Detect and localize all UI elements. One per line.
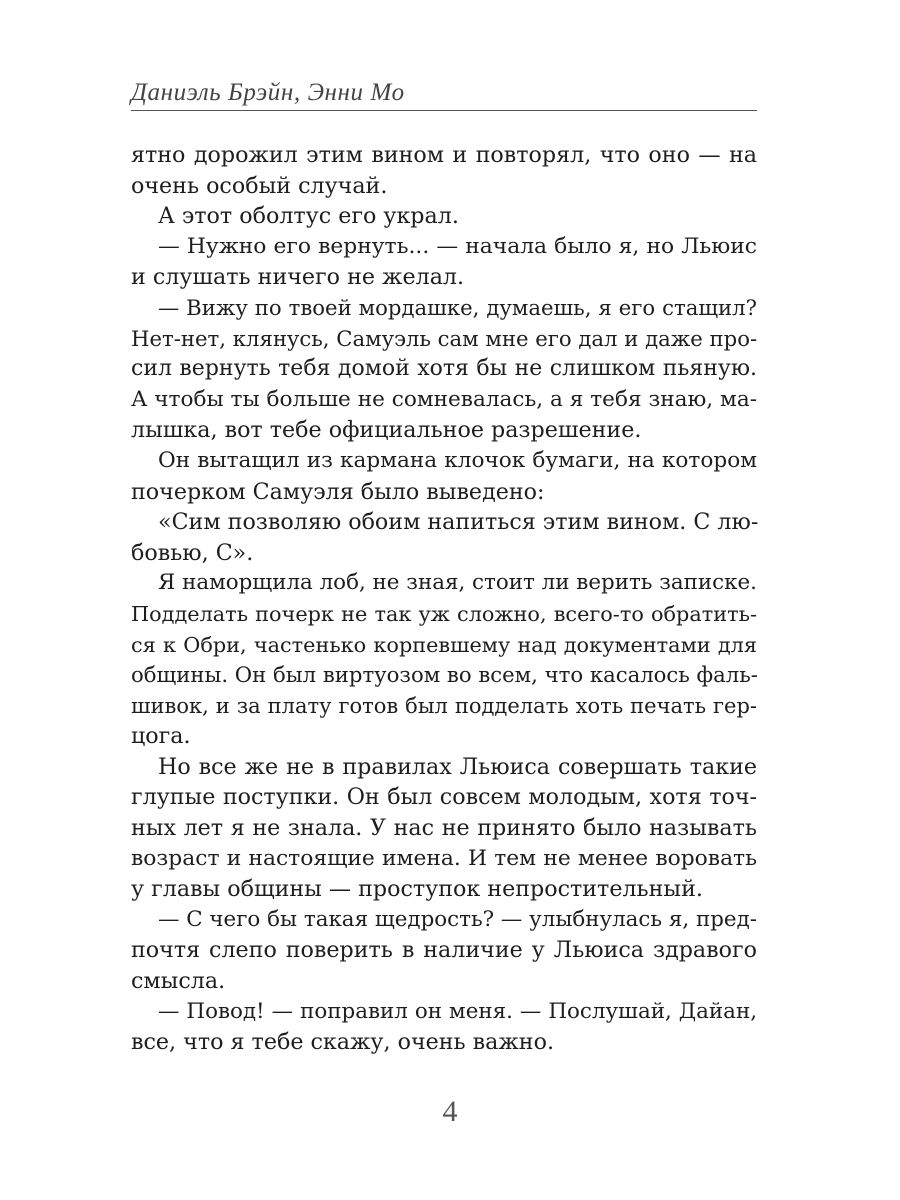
running-head-authors: Даниэль Брэйн, Энни Мо — [131, 79, 405, 106]
text-line: Но все же не в правилах Льюиса совершать такие — [158, 753, 757, 780]
body-text — [131, 140, 757, 1058]
text-line: почерком Самуэля было выведено: — [131, 478, 545, 505]
text-line: Подделать почерк не так уж сложно, всего-то обратить- — [131, 601, 757, 626]
text-line: «Сим позволяю обоим напиться этим вином. С лю- — [158, 509, 759, 536]
text-line: очень особый случай. — [131, 172, 388, 199]
text-line: — Нужно его вернуть... — начала было я, но Льюис — [158, 233, 757, 259]
text-line: бовью, С». — [131, 539, 254, 566]
text-line: — Вижу по твоей мордашке, думаешь, я его стащил? — [158, 294, 757, 320]
text-line: сил вернуть тебя домой хотя бы не слишком пьяную. — [131, 356, 757, 382]
text-line: ся к Обри, частенько корпевшему над документами для — [131, 632, 757, 657]
text-line: Я наморщила лоб, не зная, стоит ли верить записке. — [158, 570, 757, 596]
text-line: Нет-нет, клянусь, Самуэль сам мне его дал и даже про- — [131, 325, 758, 351]
text-line: и слушать ничего не желал. — [131, 264, 465, 291]
text-line: общины. Он был виртуозом во всем, что касалось фаль- — [131, 662, 758, 688]
text-line: все, что я тебе скажу, очень важно. — [131, 1029, 555, 1056]
text-line: цога. — [131, 723, 191, 750]
text-line: смысла. — [131, 968, 226, 995]
text-line: Он вытащил из кармана клочок бумаги, на котором — [158, 447, 757, 473]
text-line: — Повод! — поправил он меня. — Послушай, Дайан, — [158, 998, 757, 1024]
text-line: шивок, и за плату готов был подделать хоть печать гер- — [131, 693, 757, 718]
text-line: у главы общины — проступок непростительный. — [131, 876, 703, 903]
text-line: — С чего бы такая щедрость? — улыбнулась я, пред- — [158, 906, 757, 932]
text-line: А чтобы ты больше не сомневалась, а я тебя знаю, ма- — [131, 386, 757, 412]
text-line: почтя слепо поверить в наличие у Льюиса здравого — [131, 937, 757, 964]
text-line: глупые поступки. Он был совсем молодым, хотя точ- — [131, 784, 757, 811]
text-line: А этот оболтус его украл. — [158, 203, 459, 230]
page-number: 4 — [442, 1095, 458, 1128]
text-line: возраст и настоящие имена. И тем не менее воровать — [131, 845, 757, 871]
text-line: ных лет я не знала. У нас не принято было называть — [131, 815, 757, 842]
text-line: лышка, вот тебе официальное разрешение. — [131, 417, 642, 444]
running-head — [131, 78, 757, 111]
text-line: ятно дорожил этим вином и повторял, что оно — на — [131, 142, 757, 168]
